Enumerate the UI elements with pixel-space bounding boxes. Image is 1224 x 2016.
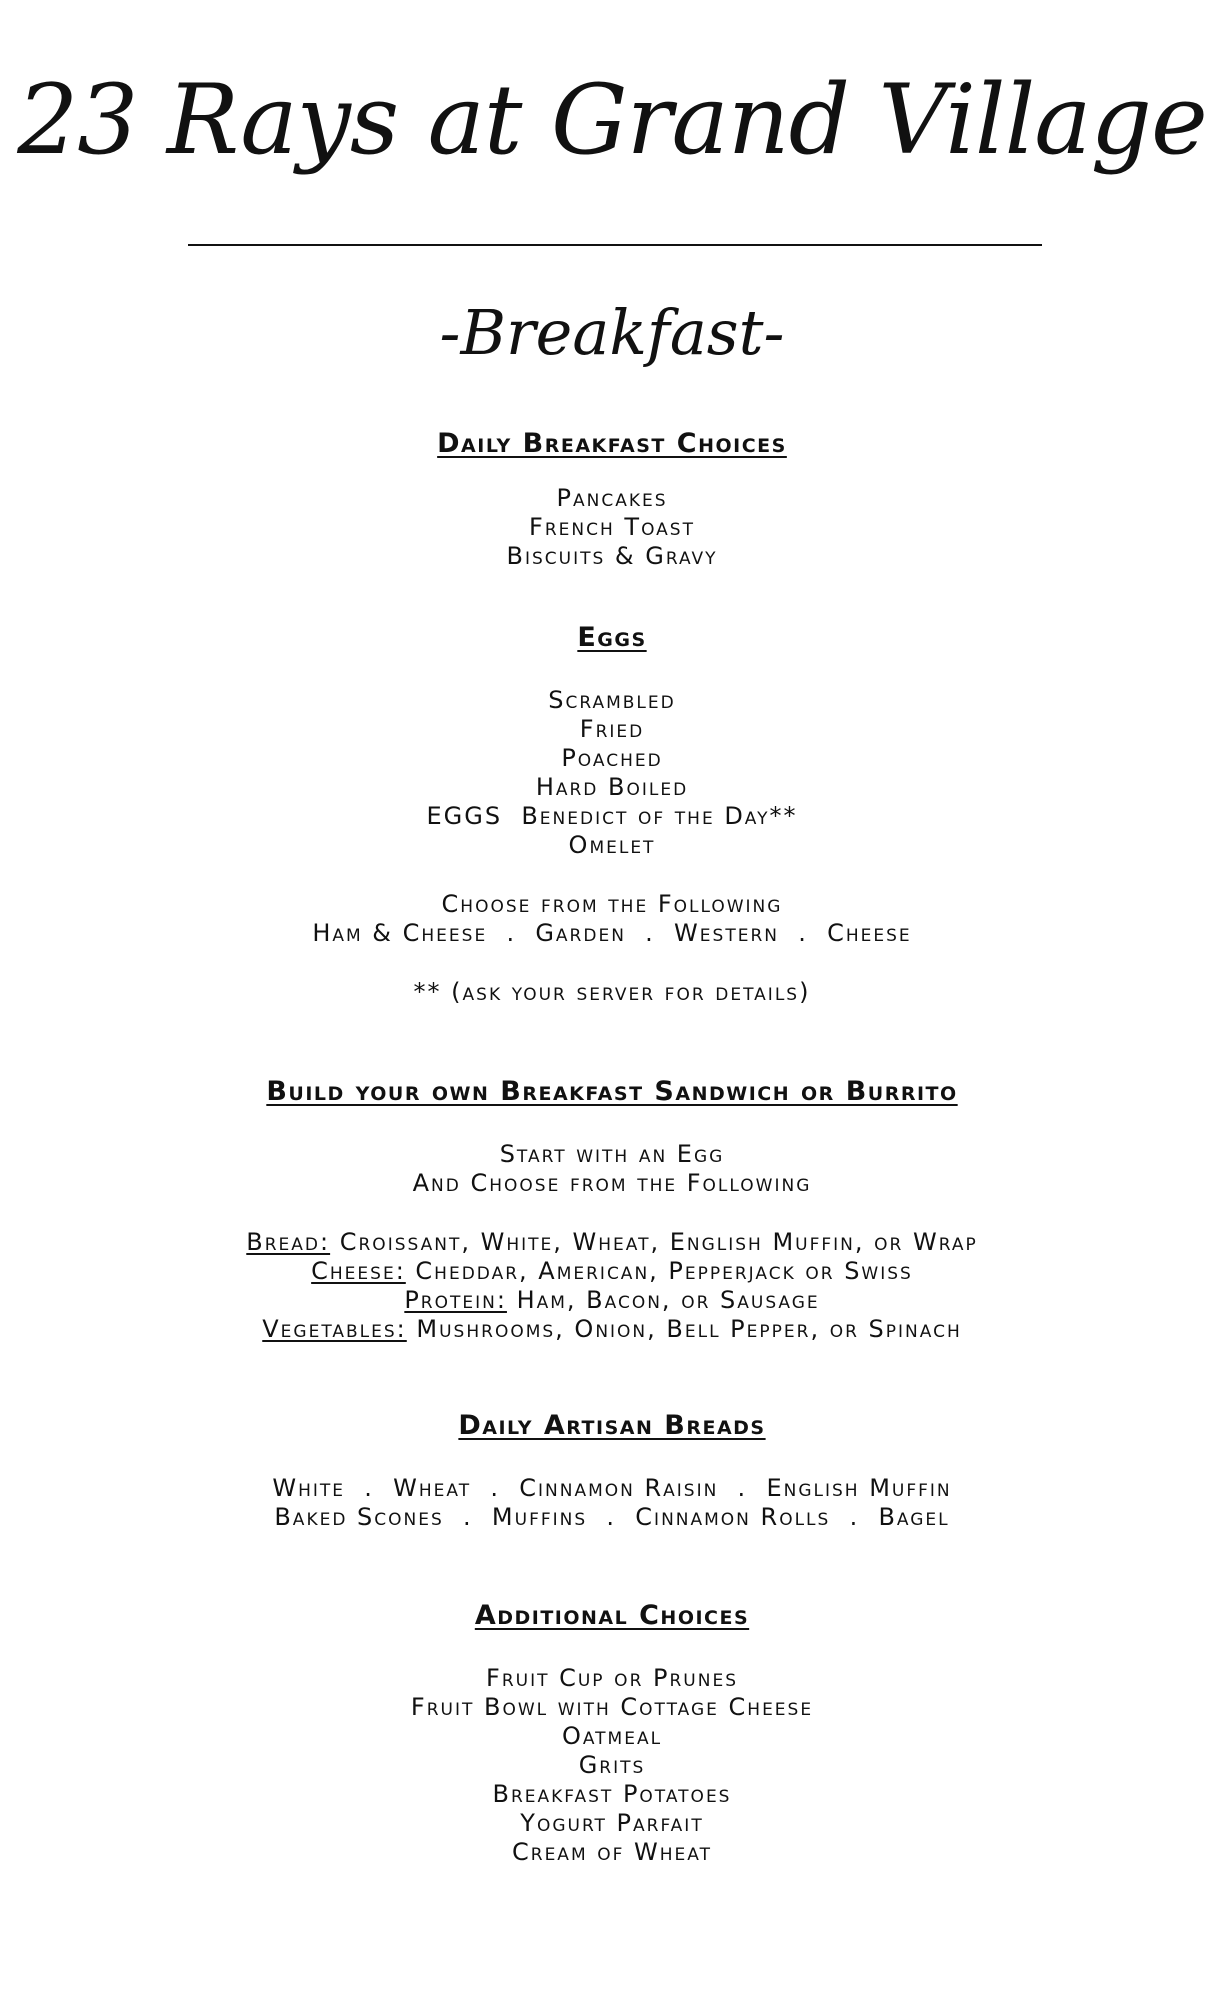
additional-section xyxy=(0,1598,1224,1634)
vegetables-value: Mushrooms, Onion, Bell Pepper, or Spinach xyxy=(406,1315,962,1343)
protein-option-line xyxy=(0,1286,1224,1315)
omelet-options-list: Ham & Cheese . Garden . Western . Cheese xyxy=(312,919,912,947)
additional-list xyxy=(0,1664,1224,1867)
list-item: Fruit Cup or Prunes xyxy=(486,1664,738,1692)
list-item: Omelet xyxy=(568,831,656,859)
daily-choices-heading: Daily Breakfast Choices xyxy=(437,428,787,459)
daily-choices-list xyxy=(0,484,1224,571)
server-note: ** (ask your server for details) xyxy=(413,978,811,1006)
eggs-section xyxy=(0,620,1224,656)
daily-choices-section xyxy=(0,426,1224,462)
list-item: Breakfast Potatoes xyxy=(492,1780,732,1808)
list-item: Pancakes xyxy=(556,484,668,512)
breads-section xyxy=(0,1408,1224,1444)
sandwich-heading: Build your own Breakfast Sandwich or Burrito xyxy=(266,1076,958,1107)
protein-label: Protein: xyxy=(404,1286,507,1314)
menu-name: -Breakfast- xyxy=(439,296,785,369)
choose-label: Choose from the Following xyxy=(441,890,783,918)
additional-heading: Additional Choices xyxy=(474,1600,750,1631)
list-item: White . Wheat . Cinnamon Raisin . English Muffin xyxy=(272,1474,952,1502)
sandwich-intro xyxy=(0,1140,1224,1198)
sandwich-intro-line: And Choose from the Following xyxy=(412,1169,812,1197)
vegetables-label: Vegetables: xyxy=(262,1315,407,1343)
list-item: Biscuits & Gravy xyxy=(506,542,718,570)
list-item: Scrambled xyxy=(548,686,676,714)
eggs-heading: Eggs xyxy=(577,622,647,653)
list-item: EGGS Benedict of the Day** xyxy=(426,802,798,830)
eggs-list xyxy=(0,686,1224,860)
cheese-option-line xyxy=(0,1257,1224,1286)
title-divider xyxy=(188,244,1042,246)
sandwich-intro-line: Start with an Egg xyxy=(499,1140,725,1168)
cheese-label: Cheese: xyxy=(311,1257,406,1285)
list-item: Yogurt Parfait xyxy=(520,1809,704,1837)
vegetables-option-line xyxy=(0,1315,1224,1344)
cheese-value: Cheddar, American, Pepperjack or Swiss xyxy=(405,1257,913,1285)
restaurant-title: 23 Rays at Grand Village xyxy=(17,64,1207,176)
breads-list xyxy=(0,1474,1224,1532)
list-item: Grits xyxy=(578,1751,646,1779)
bread-label: Bread: xyxy=(246,1228,331,1256)
eggs-note-block xyxy=(0,978,1224,1007)
protein-value: Ham, Bacon, or Sausage xyxy=(506,1286,820,1314)
list-item: Fried xyxy=(579,715,645,743)
breads-heading: Daily Artisan Breads xyxy=(458,1410,766,1441)
omelet-options xyxy=(0,890,1224,948)
bread-option-line xyxy=(0,1228,1224,1257)
sandwich-section xyxy=(0,1074,1224,1110)
bread-value: Croissant, White, Wheat, English Muffin, or Wrap xyxy=(330,1228,978,1256)
list-item: French Toast xyxy=(529,513,695,541)
list-item: Hard Boiled xyxy=(535,773,689,801)
sandwich-options xyxy=(0,1228,1224,1344)
list-item: Poached xyxy=(561,744,663,772)
list-item: Oatmeal xyxy=(561,1722,663,1750)
list-item: Fruit Bowl with Cottage Cheese xyxy=(410,1693,814,1721)
list-item: Cream of Wheat xyxy=(512,1838,712,1866)
list-item: Baked Scones . Muffins . Cinnamon Rolls . Bagel xyxy=(274,1503,950,1531)
